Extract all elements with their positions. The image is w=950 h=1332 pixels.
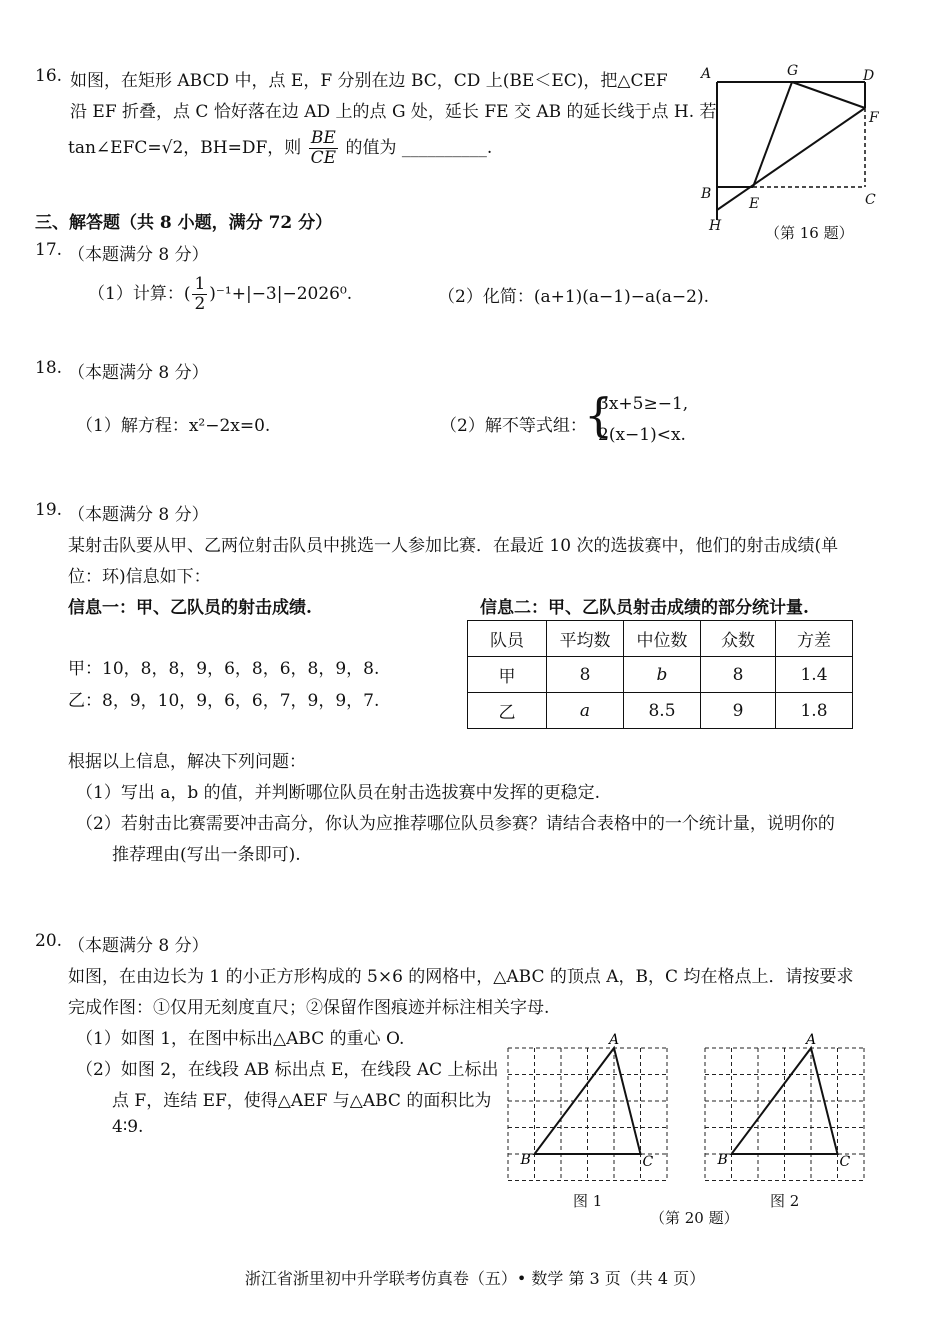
vertex-label-c: C: [642, 1154, 654, 1170]
q16-fraction: [309, 129, 338, 167]
q19-info2: 信息二：甲、乙队员射击成绩的部分统计量.: [480, 598, 809, 618]
q20-number: 20.: [35, 931, 63, 951]
q19-part2a: （2）若射击比赛需要冲击高分，你认为应推荐哪位队员参赛？请结合表格中的一个统计量，说明你的: [76, 814, 835, 834]
table-cell: 9: [701, 693, 776, 729]
q16-line3b: 的值为: [345, 138, 397, 158]
table-row: [468, 657, 853, 693]
q16-number: 16.: [35, 66, 63, 86]
grid-figure-1: [508, 1032, 667, 1181]
q18-brace: {: [584, 388, 614, 442]
q17-paren: (: [183, 284, 191, 304]
q17-expr-rest: )⁻¹+|−3|−2026⁰.: [209, 284, 353, 304]
table-cell: a: [547, 693, 624, 729]
vertex-label-c: C: [839, 1154, 851, 1170]
q20-caption: （第 20 题）: [650, 1209, 739, 1227]
q18-part2-label: （2）解不等式组：: [440, 416, 587, 436]
table-cell: 8.5: [624, 693, 701, 729]
table-row: [468, 693, 853, 729]
grid-figure-2: [705, 1032, 864, 1181]
table-cell: 甲: [468, 657, 547, 693]
q19-ask: 根据以上信息，解决下列问题：: [68, 752, 306, 772]
q18-ineq1: 3x+5≥−1,: [598, 394, 689, 414]
table-header: 平均数: [547, 621, 624, 657]
q20-line2: 完成作图：①仅用无刻度直尺；②保留作图痕迹并标注相关字母.: [68, 998, 550, 1018]
table-cell: 乙: [468, 693, 547, 729]
q17-frac-den: 2: [194, 294, 206, 314]
q17-score: （本题满分 8 分）: [68, 245, 209, 265]
q19-intro2: 位：环)信息如下：: [68, 567, 211, 587]
q19-stats-table: [467, 620, 853, 729]
q18-part1: （1）解方程：x²−2x=0.: [76, 416, 271, 436]
fig16-label-D: D: [863, 68, 875, 84]
table-header: 队员: [468, 621, 547, 657]
fig16-label-A: A: [701, 66, 712, 82]
q17-part1-label: （1）计算：: [88, 284, 184, 304]
q18-score: （本题满分 8 分）: [68, 363, 209, 383]
q20-figures: [505, 1030, 875, 1190]
fig16-label-C: C: [865, 192, 876, 208]
q19-yi-scores: 乙：8，9，10，9，6，6，7，9，9，7.: [68, 691, 380, 711]
table-header: 中位数: [624, 621, 701, 657]
q18-ineq2: 2(x−1)<x.: [598, 425, 686, 445]
q16-frac-den: CE: [310, 148, 337, 168]
vertex-label-b: B: [717, 1152, 728, 1168]
table-cell: 1.8: [776, 693, 853, 729]
q20-part2c: 4∶9.: [112, 1117, 144, 1137]
q17-part1: [88, 274, 352, 314]
q20-part2b: 点 F，连结 EF，使得△AEF 与△ABC 的面积比为: [112, 1091, 492, 1111]
table-cell: b: [624, 657, 701, 693]
q19-number: 19.: [35, 500, 63, 520]
q16-line1: 如图，在矩形 ABCD 中，点 E，F 分别在边 BC，CD 上(BE＜EC)，把△CEF: [70, 71, 668, 91]
q19-jia-scores: 甲：10，8，8，9，6，8，6，8，9，8.: [68, 659, 380, 679]
q19-score: （本题满分 8 分）: [68, 505, 209, 525]
table-cell: 8: [701, 657, 776, 693]
vertex-label-a: A: [609, 1032, 620, 1048]
q17-part2: （2）化简：(a+1)(a−1)−a(a−2).: [438, 287, 709, 307]
q16-line3a: tan∠EFC=√2，BH=DF，则: [68, 138, 302, 158]
q16-line3: [68, 128, 492, 168]
q20-part1: （1）如图 1，在图中标出△ABC 的重心 O.: [76, 1029, 405, 1049]
q20-fig1-caption: 图 1: [573, 1192, 603, 1210]
fig16-label-E: E: [749, 196, 760, 212]
page-footer: 浙江省浙里初中升学联考仿真卷（五）• 数学 第 3 页（共 4 页）: [244, 1269, 706, 1288]
q16-frac-num: BE: [309, 129, 338, 149]
table-cell: 8: [547, 657, 624, 693]
q20-line1: 如图，在由边长为 1 的小正方形构成的 5×6 的网格中，△ABC 的顶点 A，B，C 均在格点上．请按要求: [68, 967, 854, 987]
q17-number: 17.: [35, 240, 63, 260]
table-header: 众数: [701, 621, 776, 657]
q19-part1: （1）写出 a，b 的值，并判断哪位队员在射击选拔赛中发挥的更稳定.: [76, 783, 601, 803]
table-header-row: [468, 621, 853, 657]
fig16-label-F: F: [869, 110, 879, 126]
table-cell: 1.4: [776, 657, 853, 693]
table-header: 方差: [776, 621, 853, 657]
fig16-label-H: H: [709, 218, 722, 234]
q16-line2: 沿 EF 折叠，点 C 恰好落在边 AD 上的点 G 处，延长 FE 交 AB 的延长线于点 H. 若: [70, 102, 717, 122]
q20-part2a: （2）如图 2，在线段 AB 标出点 E，在线段 AC 上标出: [76, 1060, 499, 1080]
q17-fraction: [192, 275, 207, 313]
q19-part2b: 推荐理由(写出一条即可).: [112, 845, 301, 865]
fig16-label-B: B: [701, 186, 712, 202]
vertex-label-a: A: [806, 1032, 817, 1048]
q19-info1: 信息一：甲、乙队员的射击成绩.: [68, 598, 312, 618]
q20-fig2-caption: 图 2: [770, 1192, 800, 1210]
q19-intro1: 某射击队要从甲、乙两位射击队员中挑选一人参加比赛．在最近 10 次的选拔赛中，他们的射击成绩(单: [68, 536, 839, 556]
fig16-label-G: G: [787, 63, 799, 79]
q17-frac-num: 1: [194, 274, 206, 295]
q20-score: （本题满分 8 分）: [68, 936, 209, 956]
q18-number: 18.: [35, 358, 63, 378]
section3-header: 三、解答题（共 8 小题，满分 72 分）: [35, 213, 333, 233]
q16-caption: （第 16 题）: [765, 224, 854, 242]
vertex-label-b: B: [520, 1152, 531, 1168]
q16-answer-blank[interactable]: __________.: [401, 138, 493, 158]
